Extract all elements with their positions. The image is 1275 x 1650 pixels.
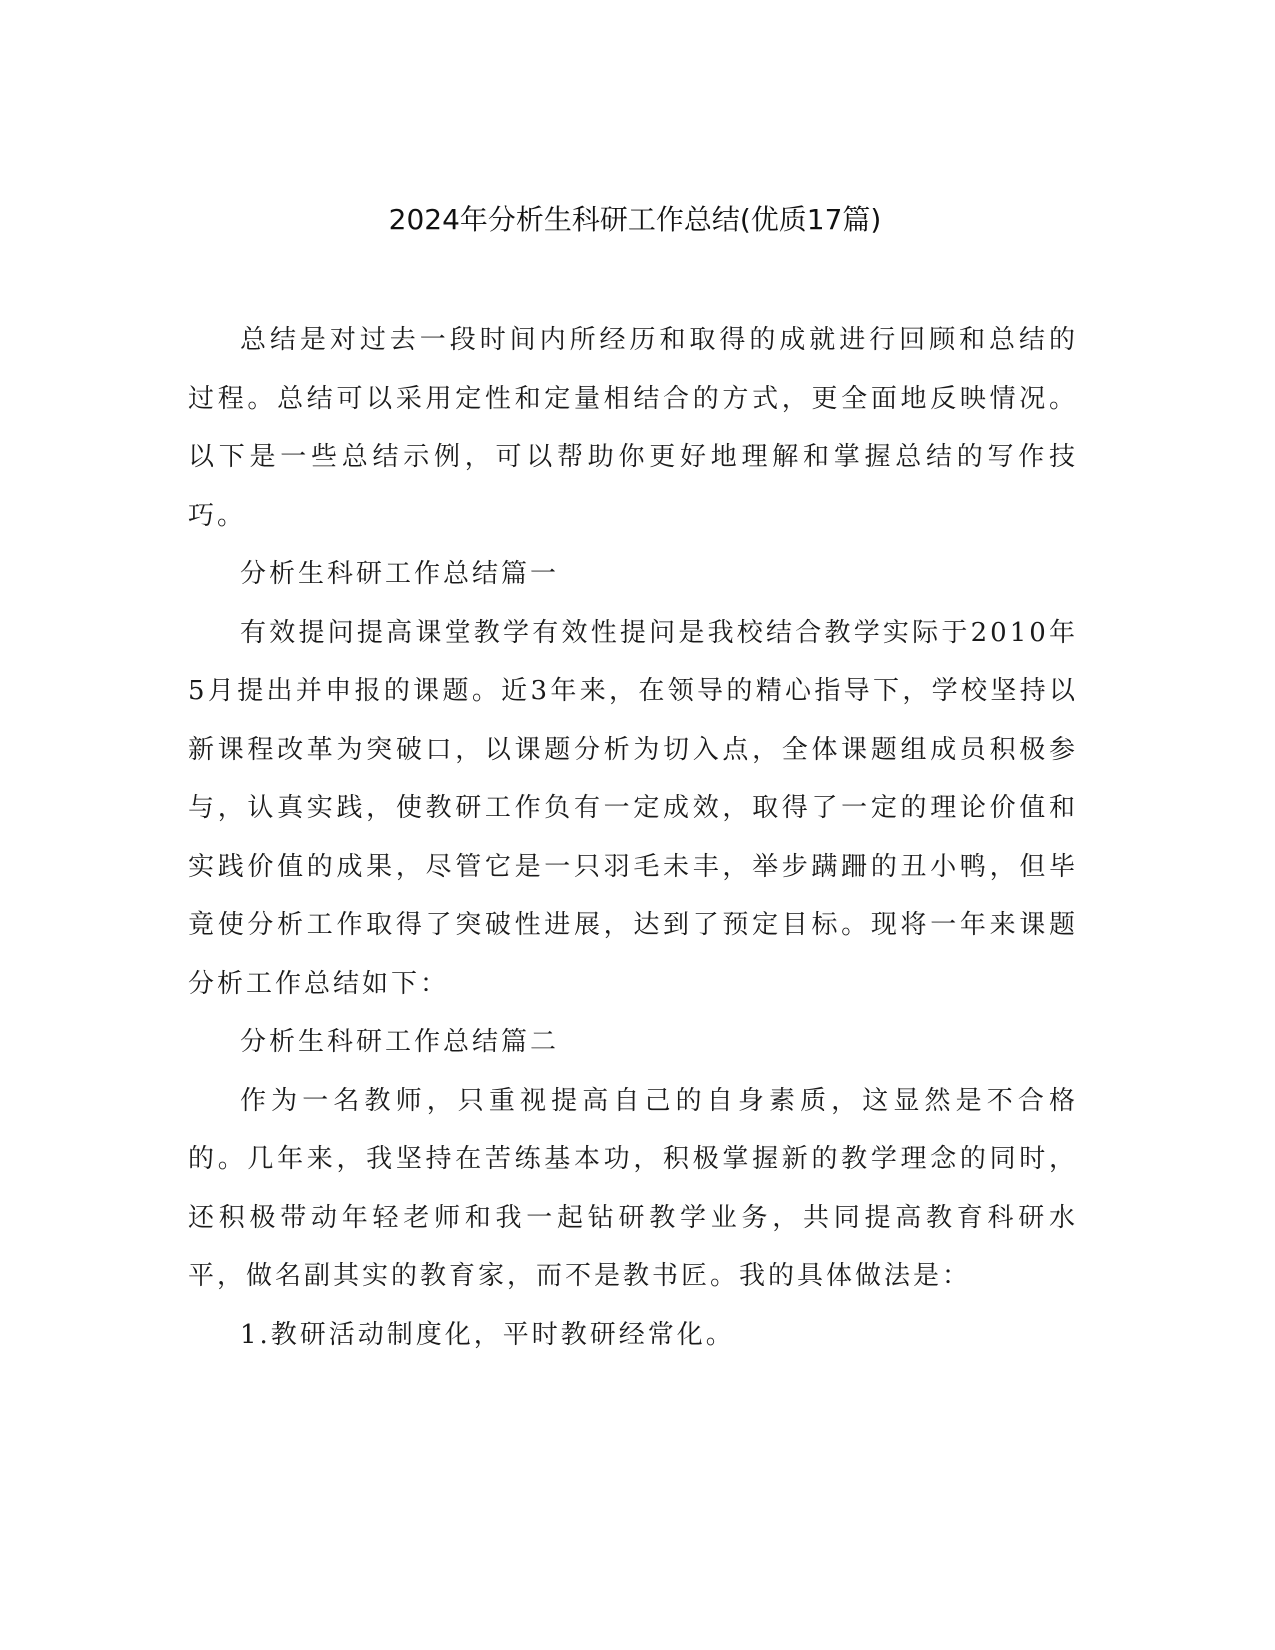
document-body — [188, 311, 1078, 1364]
section-heading-2: 分析生科研工作总结篇二 — [240, 1027, 560, 1057]
section-paragraph-1: 有效提问提高课堂教学有效性提问是我校结合教学实际于2010年5月提出并申报的课题。近3年来，在领导的精心指导下，学校坚持以新课程改革为突破口，以课题分析为切入点，全体课题组成员积极参与，认真实践，使教研工作负有一定成效，取得了一定的理论价值和实践价值的成果，尽管它是一只羽毛未丰，举步蹒跚的丑小鸭，但毕竟使分析工作取得了突破性进展，达到了预定目标。现将一年来课题分析工作总结如下： — [188, 617, 1078, 999]
list-item-1: 1.教研活动制度化，平时教研经常化。 — [240, 1319, 735, 1350]
section-heading-1: 分析生科研工作总结篇一 — [240, 559, 560, 589]
section-paragraph-2: 作为一名教师，只重视提高自己的自身素质，这显然是不合格的。几年来，我坚持在苦练基本功，积极掌握新的教学理念的同时，还积极带动年轻老师和我一起钻研教学业务，共同提高教育科研水平，做名副其实的教育家，而不是教书匠。我的具体做法是： — [188, 1085, 1078, 1291]
intro-paragraph: 总结是对过去一段时间内所经历和取得的成就进行回顾和总结的过程。总结可以采用定性和定量相结合的方式，更全面地反映情况。以下是一些总结示例，可以帮助你更好地理解和掌握总结的写作技巧。 — [188, 325, 1078, 531]
document-title: 2024年分析生科研工作总结(优质17篇) — [388, 203, 882, 236]
